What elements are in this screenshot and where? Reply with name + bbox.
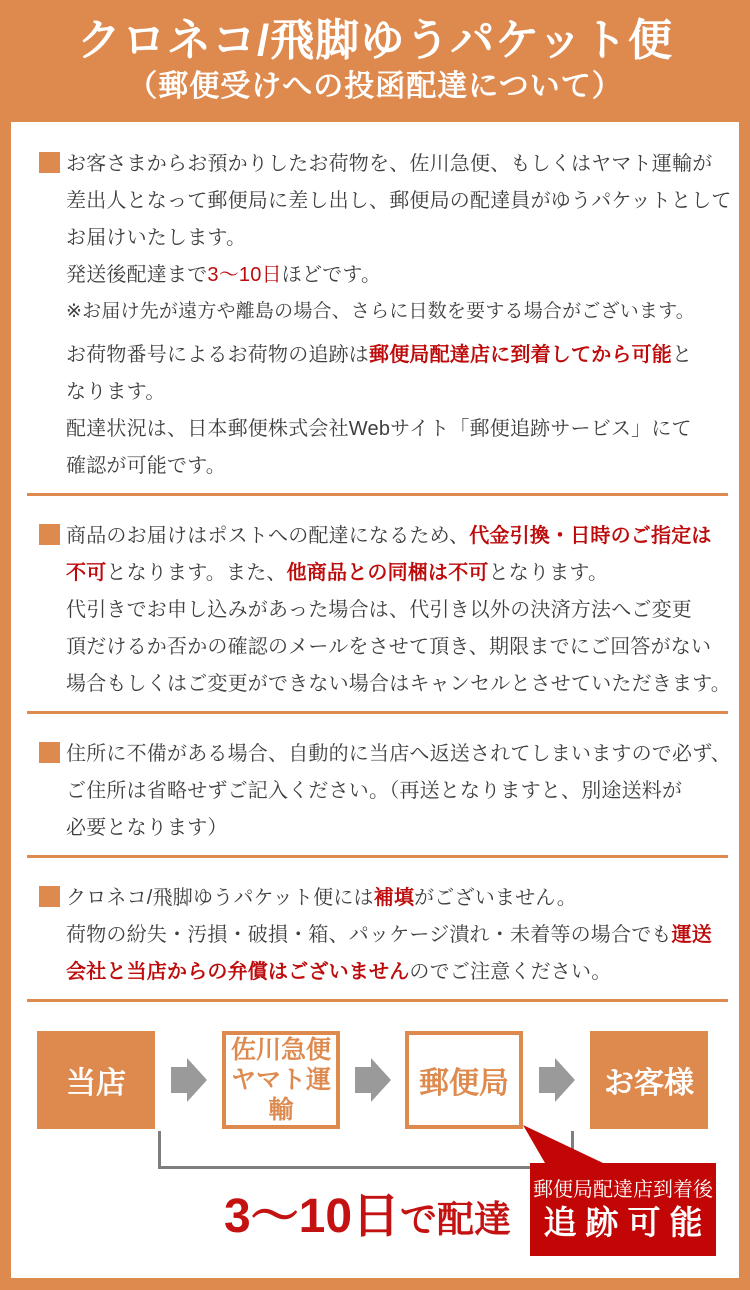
bullet-square-icon bbox=[39, 152, 60, 173]
body-text: 必要となります） bbox=[66, 817, 228, 839]
text-line bbox=[66, 220, 713, 257]
text-line bbox=[66, 374, 713, 411]
arrow-right-icon bbox=[171, 1058, 207, 1102]
diagram-box-label: ヤマト運輸 bbox=[230, 1066, 331, 1124]
content-card bbox=[11, 122, 739, 1278]
diagram-box-customer bbox=[590, 1031, 708, 1129]
text-line bbox=[66, 629, 713, 666]
highlight-text: 郵便局配達店に到着してから可能 bbox=[369, 344, 672, 366]
text-line bbox=[66, 592, 713, 629]
body-text: 代引きでお申し込みがあった場合は、代引き以外の決済方法へご変更 bbox=[66, 599, 692, 621]
body-text: 住所に不備がある場合、自動的に当店へ返送されてしまいますので必ず、 bbox=[66, 743, 731, 765]
bullet-square-icon bbox=[39, 886, 60, 907]
text-line bbox=[66, 666, 731, 703]
duration-suffix: で配達 bbox=[400, 1199, 512, 1240]
highlight-text: 会社と当店からの弁償はございません bbox=[66, 961, 410, 983]
body-text: がございません。 bbox=[414, 887, 577, 909]
arrow-shaft bbox=[539, 1067, 555, 1093]
body-text: 商品のお届けはポストへの配達になるため、 bbox=[66, 525, 470, 547]
diagram-box-label: 郵便局 bbox=[419, 1067, 509, 1100]
body-text: 確認が可能です。 bbox=[66, 455, 226, 477]
notice-section bbox=[11, 496, 739, 711]
body-text: 差出人となって郵便局に差し出し、郵便局の配達員がゆうパケットとして bbox=[66, 190, 732, 212]
diagram-box-label: 佐川急便 bbox=[230, 1036, 331, 1064]
notice-section bbox=[11, 714, 739, 855]
body-text: 頂だけるか否かの確認のメールをさせて頂き、期限までにご回答がない bbox=[66, 636, 712, 658]
body-text: お荷物番号によるお荷物の追跡は bbox=[66, 344, 369, 366]
body-text: 配達状況は、日本郵便株式会社Webサイト「郵便追跡サービス」にて bbox=[66, 418, 692, 440]
arrow-shaft bbox=[171, 1067, 187, 1093]
body-text: のでご注意ください。 bbox=[409, 961, 612, 983]
text-line bbox=[66, 411, 713, 448]
notice-section bbox=[11, 858, 739, 999]
body-text: 場合もしくはご変更ができない場合はキャンセルとさせていただきます。 bbox=[66, 673, 731, 695]
text-line bbox=[66, 880, 713, 917]
delivery-flow-diagram bbox=[11, 1031, 739, 1278]
body-text: お客さまからお預かりしたお荷物を、佐川急便、もしくはヤマト運輸が bbox=[66, 153, 713, 175]
callout-pointer-icon bbox=[511, 1125, 621, 1165]
diagram-box-label: 当店 bbox=[66, 1067, 126, 1100]
text-line bbox=[66, 448, 713, 485]
body-text: と bbox=[672, 344, 693, 366]
text-line bbox=[66, 773, 713, 810]
arrow-head bbox=[555, 1058, 575, 1102]
callout-line1: 郵便局配達店到着後 bbox=[533, 1178, 713, 1201]
highlight-text: 3〜10日 bbox=[207, 264, 282, 286]
diagram-box-label: お客様 bbox=[604, 1067, 694, 1100]
section-divider bbox=[27, 999, 728, 1002]
text-line bbox=[66, 183, 732, 220]
text-line bbox=[66, 146, 713, 183]
text-line bbox=[66, 257, 713, 294]
body-text: ほどです。 bbox=[281, 264, 382, 286]
body-text: となります。 bbox=[488, 562, 609, 584]
body-text: ※お届け先が遠方や離島の場合、さらに日数を要する場合がございます。 bbox=[66, 301, 696, 322]
highlight-text: 補填 bbox=[373, 887, 415, 909]
arrow-right-icon bbox=[355, 1058, 391, 1102]
page-title: クロネコ/飛脚ゆうパケット便 bbox=[76, 16, 674, 65]
text-line bbox=[66, 518, 713, 555]
body-text: なります。 bbox=[66, 381, 166, 403]
bullet-square-icon bbox=[39, 742, 60, 763]
arrow-right-icon bbox=[539, 1058, 575, 1102]
page-subtitle: （郵便受けへの投函配達について） bbox=[127, 70, 623, 103]
text-line bbox=[66, 917, 713, 954]
callout-line2: 追跡可能 bbox=[543, 1203, 712, 1241]
duration-days: 3〜10日 bbox=[223, 1190, 401, 1243]
text-line bbox=[66, 810, 713, 847]
highlight-text: 不可 bbox=[66, 562, 107, 584]
text-line bbox=[66, 294, 713, 330]
highlight-text: 運送 bbox=[671, 924, 713, 946]
arrow-shaft bbox=[355, 1067, 371, 1093]
text-line bbox=[66, 736, 731, 773]
body-text: クロネコ/飛脚ゆうパケット便には bbox=[66, 887, 374, 909]
diagram-box-shop bbox=[37, 1031, 155, 1129]
notice-section bbox=[11, 122, 739, 493]
highlight-text: 代金引換・日時のご指定は bbox=[469, 525, 712, 547]
body-text: お届けいたします。 bbox=[66, 227, 247, 249]
body-text: ご住所は省略せずご記入ください。（再送となりますと、別途送料が bbox=[66, 780, 683, 802]
bullet-square-icon bbox=[39, 524, 60, 545]
arrow-head bbox=[371, 1058, 391, 1102]
body-text: となります。また、 bbox=[106, 562, 287, 584]
body-text: 発送後配達まで bbox=[66, 264, 208, 286]
text-line bbox=[66, 555, 713, 592]
diagram-box-post-office bbox=[405, 1031, 523, 1129]
tracking-callout bbox=[530, 1163, 716, 1256]
header bbox=[0, 0, 750, 122]
duration-text bbox=[158, 1177, 577, 1246]
text-line bbox=[66, 337, 713, 374]
notice-sections bbox=[11, 122, 739, 1002]
highlight-text: 他商品との同梱は不可 bbox=[286, 562, 489, 584]
arrow-head bbox=[187, 1058, 207, 1102]
text-line bbox=[66, 954, 713, 991]
body-text: 荷物の紛失・汚損・破損・箱、パッケージ潰れ・未着等の場合でも bbox=[66, 924, 672, 946]
diagram-box-carriers bbox=[222, 1031, 340, 1129]
